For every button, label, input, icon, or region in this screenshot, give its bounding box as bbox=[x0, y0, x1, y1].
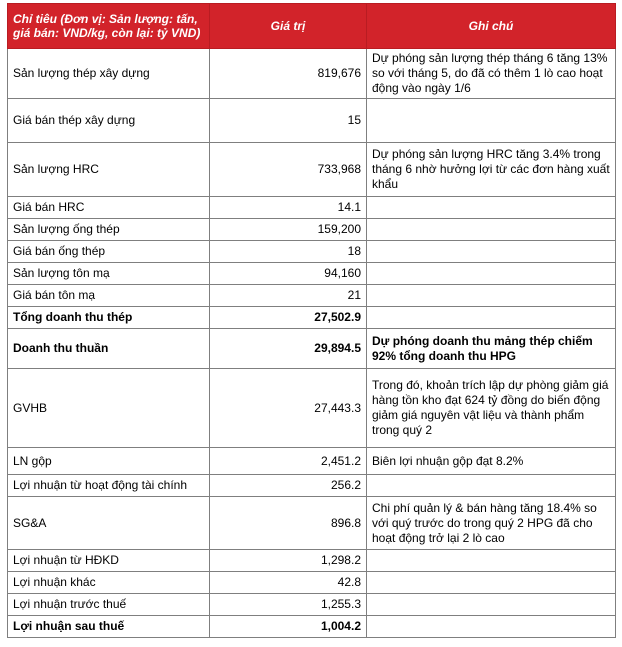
table-row-total-steel-revenue bbox=[8, 307, 616, 329]
row-value: 15 bbox=[210, 99, 367, 143]
row-label: Sản lượng HRC bbox=[8, 143, 210, 197]
row-label: Sản lượng ống thép bbox=[8, 219, 210, 241]
row-label: SG&A bbox=[8, 497, 210, 550]
row-value: 1,255.3 bbox=[210, 594, 367, 616]
table-row bbox=[8, 143, 616, 197]
table-header-row bbox=[8, 4, 616, 49]
table-row-net-profit bbox=[8, 616, 616, 638]
row-note bbox=[367, 263, 616, 285]
row-value: 21 bbox=[210, 285, 367, 307]
row-value: 42.8 bbox=[210, 572, 367, 594]
row-value: 18 bbox=[210, 241, 367, 263]
header-note: Ghi chú bbox=[367, 4, 616, 49]
row-label: Tổng doanh thu thép bbox=[8, 307, 210, 329]
table-row bbox=[8, 594, 616, 616]
row-note bbox=[367, 307, 616, 329]
row-label: Giá bán ống thép bbox=[8, 241, 210, 263]
row-note bbox=[367, 285, 616, 307]
row-label: LN gộp bbox=[8, 448, 210, 475]
row-label: Lợi nhuận trước thuế bbox=[8, 594, 210, 616]
row-note: Dự phóng sản lượng thép tháng 6 tăng 13% so với tháng 5, do đã có thêm 1 lò cao hoạt động vào ngày 1/6 bbox=[367, 49, 616, 99]
row-value: 29,894.5 bbox=[210, 329, 367, 369]
row-note: Chi phí quản lý & bán hàng tăng 18.4% so với quý trước do trong quý 2 HPG đã cho hoạt động trở lại 2 lò cao bbox=[367, 497, 616, 550]
table-row-net-revenue bbox=[8, 329, 616, 369]
row-label: Lợi nhuận khác bbox=[8, 572, 210, 594]
row-note bbox=[367, 219, 616, 241]
table-row bbox=[8, 241, 616, 263]
row-value: 27,443.3 bbox=[210, 369, 367, 448]
row-note bbox=[367, 594, 616, 616]
row-note: Dự phóng doanh thu mảng thép chiếm 92% tổng doanh thu HPG bbox=[367, 329, 616, 369]
row-value: 819,676 bbox=[210, 49, 367, 99]
row-value: 159,200 bbox=[210, 219, 367, 241]
row-label: GVHB bbox=[8, 369, 210, 448]
header-indicator: Chỉ tiêu (Đơn vị: Sản lượng: tấn, giá bán: VND/kg, còn lại: tỷ VND) bbox=[8, 4, 210, 49]
row-value: 2,451.2 bbox=[210, 448, 367, 475]
header-value: Giá trị bbox=[210, 4, 367, 49]
row-note bbox=[367, 616, 616, 638]
row-label: Giá bán HRC bbox=[8, 197, 210, 219]
row-value: 733,968 bbox=[210, 143, 367, 197]
table-row bbox=[8, 475, 616, 497]
row-note bbox=[367, 241, 616, 263]
table-row bbox=[8, 99, 616, 143]
table-row bbox=[8, 49, 616, 99]
row-value: 14.1 bbox=[210, 197, 367, 219]
row-value: 27,502.9 bbox=[210, 307, 367, 329]
table-row bbox=[8, 369, 616, 448]
row-value: 1,004.2 bbox=[210, 616, 367, 638]
row-note: Dự phóng sản lượng HRC tăng 3.4% trong tháng 6 nhờ hưởng lợi từ các đơn hàng xuất khẩu bbox=[367, 143, 616, 197]
row-note: Trong đó, khoản trích lập dự phòng giảm giá hàng tồn kho đạt 624 tỷ đồng do biến động giảm giá nguyên vật liệu và thành phẩm trong quý 2 bbox=[367, 369, 616, 448]
row-value: 94,160 bbox=[210, 263, 367, 285]
row-note bbox=[367, 197, 616, 219]
table-row bbox=[8, 572, 616, 594]
table-row bbox=[8, 219, 616, 241]
row-note bbox=[367, 572, 616, 594]
row-label: Lợi nhuận sau thuế bbox=[8, 616, 210, 638]
row-label: Doanh thu thuần bbox=[8, 329, 210, 369]
table-row bbox=[8, 497, 616, 550]
row-note bbox=[367, 550, 616, 572]
row-value: 1,298.2 bbox=[210, 550, 367, 572]
table-row bbox=[8, 197, 616, 219]
table-row bbox=[8, 285, 616, 307]
row-note: Biên lợi nhuận gộp đạt 8.2% bbox=[367, 448, 616, 475]
row-label: Lợi nhuận từ HĐKD bbox=[8, 550, 210, 572]
row-label: Lợi nhuận từ hoạt động tài chính bbox=[8, 475, 210, 497]
row-label: Giá bán tôn mạ bbox=[8, 285, 210, 307]
row-note bbox=[367, 475, 616, 497]
financial-forecast-table bbox=[7, 3, 616, 638]
row-note bbox=[367, 99, 616, 143]
row-label: Sản lượng tôn mạ bbox=[8, 263, 210, 285]
row-label: Sản lượng thép xây dựng bbox=[8, 49, 210, 99]
table-row bbox=[8, 263, 616, 285]
table-row bbox=[8, 448, 616, 475]
row-value: 896.8 bbox=[210, 497, 367, 550]
row-value: 256.2 bbox=[210, 475, 367, 497]
row-label: Giá bán thép xây dựng bbox=[8, 99, 210, 143]
table-row bbox=[8, 550, 616, 572]
